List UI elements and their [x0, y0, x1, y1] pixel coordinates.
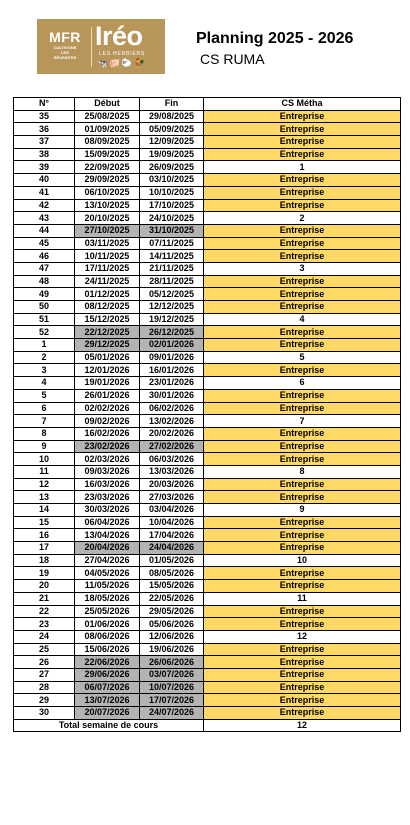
- table-row: [14, 415, 401, 428]
- week-number-cell: 37: [14, 136, 75, 149]
- week-number-cell: 49: [14, 288, 75, 301]
- table-row: [14, 440, 401, 453]
- cs-metha-cell: Entreprise: [204, 110, 401, 123]
- table-row: [14, 186, 401, 199]
- table-row: [14, 491, 401, 504]
- week-number-cell: 9: [14, 440, 75, 453]
- week-number-cell: 2: [14, 351, 75, 364]
- table-row: [14, 427, 401, 440]
- start-date-cell: 08/12/2025: [75, 301, 140, 314]
- week-number-cell: 45: [14, 237, 75, 250]
- end-date-cell: 05/12/2025: [140, 288, 204, 301]
- cs-metha-cell: Entreprise: [204, 186, 401, 199]
- end-date-cell: 19/12/2025: [140, 313, 204, 326]
- cs-metha-cell: Entreprise: [204, 326, 401, 339]
- start-date-cell: 13/04/2026: [75, 529, 140, 542]
- table-row: [14, 288, 401, 301]
- table-row: [14, 516, 401, 529]
- start-date-cell: 27/10/2025: [75, 224, 140, 237]
- start-date-cell: 15/06/2026: [75, 643, 140, 656]
- cs-metha-cell: Entreprise: [204, 364, 401, 377]
- cs-metha-cell: 6: [204, 377, 401, 390]
- start-date-cell: 25/05/2026: [75, 605, 140, 618]
- start-date-cell: 29/12/2025: [75, 339, 140, 352]
- start-date-cell: 15/09/2025: [75, 148, 140, 161]
- mfr-text: MFR: [49, 29, 81, 45]
- cs-metha-cell: Entreprise: [204, 567, 401, 580]
- cs-metha-cell: Entreprise: [204, 275, 401, 288]
- cs-metha-cell: Entreprise: [204, 339, 401, 352]
- week-number-cell: 19: [14, 567, 75, 580]
- table-row: [14, 542, 401, 555]
- cs-metha-cell: Entreprise: [204, 237, 401, 250]
- week-number-cell: 23: [14, 618, 75, 631]
- week-number-cell: 21: [14, 592, 75, 605]
- week-number-cell: 16: [14, 529, 75, 542]
- week-number-cell: 12: [14, 478, 75, 491]
- end-date-cell: 09/01/2026: [140, 351, 204, 364]
- end-date-cell: 03/10/2025: [140, 174, 204, 187]
- end-date-cell: 28/11/2025: [140, 275, 204, 288]
- start-date-cell: 20/10/2025: [75, 212, 140, 225]
- end-date-cell: 10/04/2026: [140, 516, 204, 529]
- cs-metha-cell: Entreprise: [204, 681, 401, 694]
- end-date-cell: 10/10/2025: [140, 186, 204, 199]
- start-date-cell: 03/11/2025: [75, 237, 140, 250]
- mfr-logo: [39, 27, 92, 67]
- table-row: [14, 630, 401, 643]
- end-date-cell: 15/05/2026: [140, 580, 204, 593]
- cs-metha-cell: Entreprise: [204, 618, 401, 631]
- start-date-cell: 12/01/2026: [75, 364, 140, 377]
- start-date-cell: 06/07/2026: [75, 681, 140, 694]
- end-date-cell: 03/07/2026: [140, 668, 204, 681]
- cs-metha-cell: Entreprise: [204, 440, 401, 453]
- table-row: [14, 377, 401, 390]
- column-header-cs: CS Métha: [204, 98, 401, 111]
- week-number-cell: 44: [14, 224, 75, 237]
- cs-metha-cell: Entreprise: [204, 478, 401, 491]
- end-date-cell: 05/06/2026: [140, 618, 204, 631]
- start-date-cell: 15/12/2025: [75, 313, 140, 326]
- cs-metha-cell: Entreprise: [204, 656, 401, 669]
- start-date-cell: 09/03/2026: [75, 465, 140, 478]
- start-date-cell: 20/07/2026: [75, 707, 140, 720]
- start-date-cell: 23/02/2026: [75, 440, 140, 453]
- table-row: [14, 339, 401, 352]
- end-date-cell: 22/05/2026: [140, 592, 204, 605]
- start-date-cell: 16/03/2026: [75, 478, 140, 491]
- mfr-sub-3: RÉUSSITES: [53, 55, 77, 60]
- start-date-cell: 11/05/2026: [75, 580, 140, 593]
- week-number-cell: 36: [14, 123, 75, 136]
- page-subtitle: CS RUMA: [200, 51, 265, 67]
- cs-metha-cell: Entreprise: [204, 580, 401, 593]
- week-number-cell: 4: [14, 377, 75, 390]
- start-date-cell: 06/10/2025: [75, 186, 140, 199]
- start-date-cell: 22/09/2025: [75, 161, 140, 174]
- week-number-cell: 7: [14, 415, 75, 428]
- table-row: [14, 478, 401, 491]
- week-number-cell: 10: [14, 453, 75, 466]
- end-date-cell: 29/05/2026: [140, 605, 204, 618]
- cs-metha-cell: Entreprise: [204, 250, 401, 263]
- week-number-cell: 39: [14, 161, 75, 174]
- table-row: [14, 262, 401, 275]
- week-number-cell: 46: [14, 250, 75, 263]
- week-number-cell: 1: [14, 339, 75, 352]
- week-number-cell: 18: [14, 554, 75, 567]
- cs-metha-cell: Entreprise: [204, 174, 401, 187]
- week-number-cell: 13: [14, 491, 75, 504]
- cs-metha-cell: 11: [204, 592, 401, 605]
- week-number-cell: 20: [14, 580, 75, 593]
- end-date-cell: 12/06/2026: [140, 630, 204, 643]
- end-date-cell: 26/09/2025: [140, 161, 204, 174]
- end-date-cell: 13/02/2026: [140, 415, 204, 428]
- cs-metha-cell: Entreprise: [204, 136, 401, 149]
- table-row: [14, 123, 401, 136]
- start-date-cell: 30/03/2026: [75, 504, 140, 517]
- week-number-cell: 6: [14, 402, 75, 415]
- total-label: Total semaine de cours: [14, 719, 204, 732]
- end-date-cell: 10/07/2026: [140, 681, 204, 694]
- week-number-cell: 41: [14, 186, 75, 199]
- start-date-cell: 01/09/2025: [75, 123, 140, 136]
- table-row: [14, 694, 401, 707]
- week-number-cell: 8: [14, 427, 75, 440]
- cs-metha-cell: Entreprise: [204, 199, 401, 212]
- end-date-cell: 06/03/2026: [140, 453, 204, 466]
- end-date-cell: 16/01/2026: [140, 364, 204, 377]
- cs-metha-cell: Entreprise: [204, 542, 401, 555]
- start-date-cell: 02/02/2026: [75, 402, 140, 415]
- end-date-cell: 05/09/2025: [140, 123, 204, 136]
- table-row: [14, 250, 401, 263]
- table-row: [14, 453, 401, 466]
- end-date-cell: 01/05/2026: [140, 554, 204, 567]
- start-date-cell: 18/05/2026: [75, 592, 140, 605]
- cs-metha-cell: Entreprise: [204, 288, 401, 301]
- end-date-cell: 13/03/2026: [140, 465, 204, 478]
- cs-metha-cell: 2: [204, 212, 401, 225]
- cs-metha-cell: Entreprise: [204, 529, 401, 542]
- end-date-cell: 02/01/2026: [140, 339, 204, 352]
- end-date-cell: 24/04/2026: [140, 542, 204, 555]
- week-number-cell: 26: [14, 656, 75, 669]
- end-date-cell: 24/10/2025: [140, 212, 204, 225]
- week-number-cell: 22: [14, 605, 75, 618]
- table-row: [14, 643, 401, 656]
- end-date-cell: 20/02/2026: [140, 427, 204, 440]
- table-row: [14, 237, 401, 250]
- cs-metha-cell: Entreprise: [204, 643, 401, 656]
- end-date-cell: 26/06/2026: [140, 656, 204, 669]
- end-date-cell: 20/03/2026: [140, 478, 204, 491]
- start-date-cell: 06/04/2026: [75, 516, 140, 529]
- end-date-cell: 12/12/2025: [140, 301, 204, 314]
- table-row: [14, 681, 401, 694]
- week-number-cell: 51: [14, 313, 75, 326]
- cs-metha-cell: Entreprise: [204, 148, 401, 161]
- start-date-cell: 22/12/2025: [75, 326, 140, 339]
- start-date-cell: 08/06/2026: [75, 630, 140, 643]
- table-row: [14, 161, 401, 174]
- end-date-cell: 17/10/2025: [140, 199, 204, 212]
- cs-metha-cell: 10: [204, 554, 401, 567]
- start-date-cell: 25/08/2025: [75, 110, 140, 123]
- table-row: [14, 605, 401, 618]
- start-date-cell: 23/03/2026: [75, 491, 140, 504]
- start-date-cell: 29/09/2025: [75, 174, 140, 187]
- end-date-cell: 27/03/2026: [140, 491, 204, 504]
- week-number-cell: 42: [14, 199, 75, 212]
- week-number-cell: 15: [14, 516, 75, 529]
- start-date-cell: 22/06/2026: [75, 656, 140, 669]
- table-row: [14, 656, 401, 669]
- end-date-cell: 06/02/2026: [140, 402, 204, 415]
- week-number-cell: 28: [14, 681, 75, 694]
- end-date-cell: 17/04/2026: [140, 529, 204, 542]
- week-number-cell: 5: [14, 389, 75, 402]
- column-header-n: N°: [14, 98, 75, 111]
- start-date-cell: 17/11/2025: [75, 262, 140, 275]
- table-row: [14, 313, 401, 326]
- week-number-cell: 29: [14, 694, 75, 707]
- table-row: [14, 136, 401, 149]
- ireo-tagline: LES HERBIERS: [99, 51, 146, 57]
- cs-metha-cell: 8: [204, 465, 401, 478]
- start-date-cell: 13/07/2026: [75, 694, 140, 707]
- cs-metha-cell: Entreprise: [204, 301, 401, 314]
- week-number-cell: 30: [14, 707, 75, 720]
- start-date-cell: 24/11/2025: [75, 275, 140, 288]
- table-row: [14, 618, 401, 631]
- week-number-cell: 27: [14, 668, 75, 681]
- ireo-brand: Iréo: [95, 21, 143, 51]
- end-date-cell: 21/11/2025: [140, 262, 204, 275]
- table-header-row: [14, 98, 401, 111]
- cs-metha-cell: 3: [204, 262, 401, 275]
- table-row: [14, 580, 401, 593]
- end-date-cell: 23/01/2026: [140, 377, 204, 390]
- week-number-cell: 25: [14, 643, 75, 656]
- table-row: [14, 148, 401, 161]
- start-date-cell: 29/06/2026: [75, 668, 140, 681]
- week-number-cell: 14: [14, 504, 75, 517]
- cs-metha-cell: Entreprise: [204, 427, 401, 440]
- end-date-cell: 24/07/2026: [140, 707, 204, 720]
- week-number-cell: 48: [14, 275, 75, 288]
- table-row: [14, 668, 401, 681]
- table-row: [14, 529, 401, 542]
- ireo-logo: [37, 19, 165, 74]
- cs-metha-cell: 4: [204, 313, 401, 326]
- page-title: Planning 2025 - 2026: [196, 30, 354, 47]
- end-date-cell: 07/11/2025: [140, 237, 204, 250]
- week-number-cell: 50: [14, 301, 75, 314]
- start-date-cell: 01/12/2025: [75, 288, 140, 301]
- start-date-cell: 20/04/2026: [75, 542, 140, 555]
- end-date-cell: 08/05/2026: [140, 567, 204, 580]
- table-row: [14, 212, 401, 225]
- farm-animals-icon: 🐄🐖🐑🐓: [97, 59, 146, 69]
- table-row: [14, 224, 401, 237]
- week-number-cell: 24: [14, 630, 75, 643]
- start-date-cell: 19/01/2026: [75, 377, 140, 390]
- cs-metha-cell: Entreprise: [204, 707, 401, 720]
- cs-metha-cell: Entreprise: [204, 224, 401, 237]
- table-row: [14, 110, 401, 123]
- end-date-cell: 17/07/2026: [140, 694, 204, 707]
- cs-metha-cell: Entreprise: [204, 123, 401, 136]
- table-row: [14, 402, 401, 415]
- table-row: [14, 389, 401, 402]
- cs-metha-cell: 5: [204, 351, 401, 364]
- table-row: [14, 301, 401, 314]
- planning-table: [13, 97, 401, 732]
- end-date-cell: 31/10/2025: [140, 224, 204, 237]
- start-date-cell: 08/09/2025: [75, 136, 140, 149]
- cs-metha-cell: Entreprise: [204, 694, 401, 707]
- start-date-cell: 16/02/2026: [75, 427, 140, 440]
- end-date-cell: 29/08/2025: [140, 110, 204, 123]
- week-number-cell: 17: [14, 542, 75, 555]
- table-row: [14, 364, 401, 377]
- cs-metha-cell: 12: [204, 630, 401, 643]
- week-number-cell: 35: [14, 110, 75, 123]
- end-date-cell: 12/09/2025: [140, 136, 204, 149]
- week-number-cell: 38: [14, 148, 75, 161]
- week-number-cell: 47: [14, 262, 75, 275]
- cs-metha-cell: Entreprise: [204, 389, 401, 402]
- start-date-cell: 04/05/2026: [75, 567, 140, 580]
- start-date-cell: 27/04/2026: [75, 554, 140, 567]
- week-number-cell: 52: [14, 326, 75, 339]
- table-row: [14, 275, 401, 288]
- cs-metha-cell: Entreprise: [204, 668, 401, 681]
- total-value: 12: [204, 719, 401, 732]
- week-number-cell: 3: [14, 364, 75, 377]
- table-row: [14, 504, 401, 517]
- start-date-cell: 05/01/2026: [75, 351, 140, 364]
- end-date-cell: 19/09/2025: [140, 148, 204, 161]
- mfr-sub-2: LES: [61, 50, 69, 55]
- end-date-cell: 27/02/2026: [140, 440, 204, 453]
- start-date-cell: 01/06/2026: [75, 618, 140, 631]
- mfr-sub-1: CULTIVONS: [53, 45, 77, 50]
- start-date-cell: 10/11/2025: [75, 250, 140, 263]
- cs-metha-cell: Entreprise: [204, 402, 401, 415]
- column-header-fin: Fin: [140, 98, 204, 111]
- end-date-cell: 03/04/2026: [140, 504, 204, 517]
- week-number-cell: 43: [14, 212, 75, 225]
- cs-metha-cell: Entreprise: [204, 453, 401, 466]
- cs-metha-cell: 7: [204, 415, 401, 428]
- planning-body: [14, 110, 401, 719]
- start-date-cell: 13/10/2025: [75, 199, 140, 212]
- start-date-cell: 09/02/2026: [75, 415, 140, 428]
- week-number-cell: 11: [14, 465, 75, 478]
- table-row: [14, 592, 401, 605]
- end-date-cell: 14/11/2025: [140, 250, 204, 263]
- week-number-cell: 40: [14, 174, 75, 187]
- cs-metha-cell: 1: [204, 161, 401, 174]
- table-row: [14, 707, 401, 720]
- table-row: [14, 351, 401, 364]
- cs-metha-cell: Entreprise: [204, 491, 401, 504]
- cs-metha-cell: Entreprise: [204, 516, 401, 529]
- end-date-cell: 26/12/2025: [140, 326, 204, 339]
- cs-metha-cell: 9: [204, 504, 401, 517]
- table-row: [14, 567, 401, 580]
- table-row: [14, 199, 401, 212]
- cs-metha-cell: Entreprise: [204, 605, 401, 618]
- table-row: [14, 174, 401, 187]
- column-header-debut: Début: [75, 98, 140, 111]
- total-row: [14, 719, 401, 732]
- end-date-cell: 19/06/2026: [140, 643, 204, 656]
- start-date-cell: 02/03/2026: [75, 453, 140, 466]
- start-date-cell: 26/01/2026: [75, 389, 140, 402]
- table-row: [14, 326, 401, 339]
- table-row: [14, 554, 401, 567]
- end-date-cell: 30/01/2026: [140, 389, 204, 402]
- table-row: [14, 465, 401, 478]
